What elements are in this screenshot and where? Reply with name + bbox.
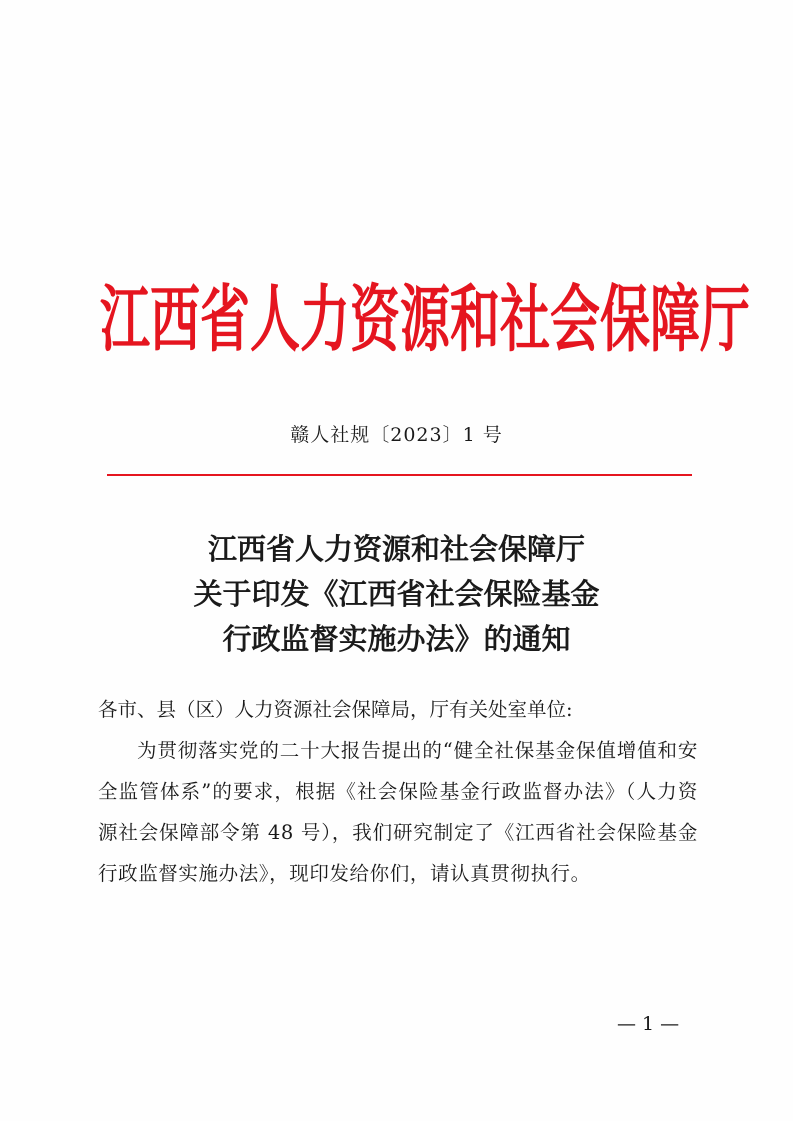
document-title: [0, 527, 793, 662]
title-line-1: 江西省人力资源和社会保障厅: [207, 532, 585, 566]
salutation: 各市、县（区）人力资源社会保障局，厅有关处室单位:: [98, 698, 573, 721]
title-line-2: 关于印发《江西省社会保险基金: [193, 577, 600, 611]
issuing-organization-header: 江西省人力资源和社会保障厅: [100, 276, 750, 363]
document-body: [98, 689, 698, 894]
red-divider-line: [107, 474, 692, 476]
page-number: — 1 —: [617, 1013, 680, 1035]
body-paragraph: 为贯彻落实党的二十大报告提出的“健全社保基金保值增值和安全监管体系”的要求，根据《社会保险基金行政监督办法》（人力资源社会保障部令第 48 号），我们研究制定了《江西省社会保险基金行政监督实施办法》，现印发给你们，请认真贯彻执行。: [98, 739, 698, 885]
document-number: 赣人社规〔2023〕1 号: [290, 424, 503, 446]
title-line-3: 行政监督实施办法》的通知: [222, 622, 571, 656]
